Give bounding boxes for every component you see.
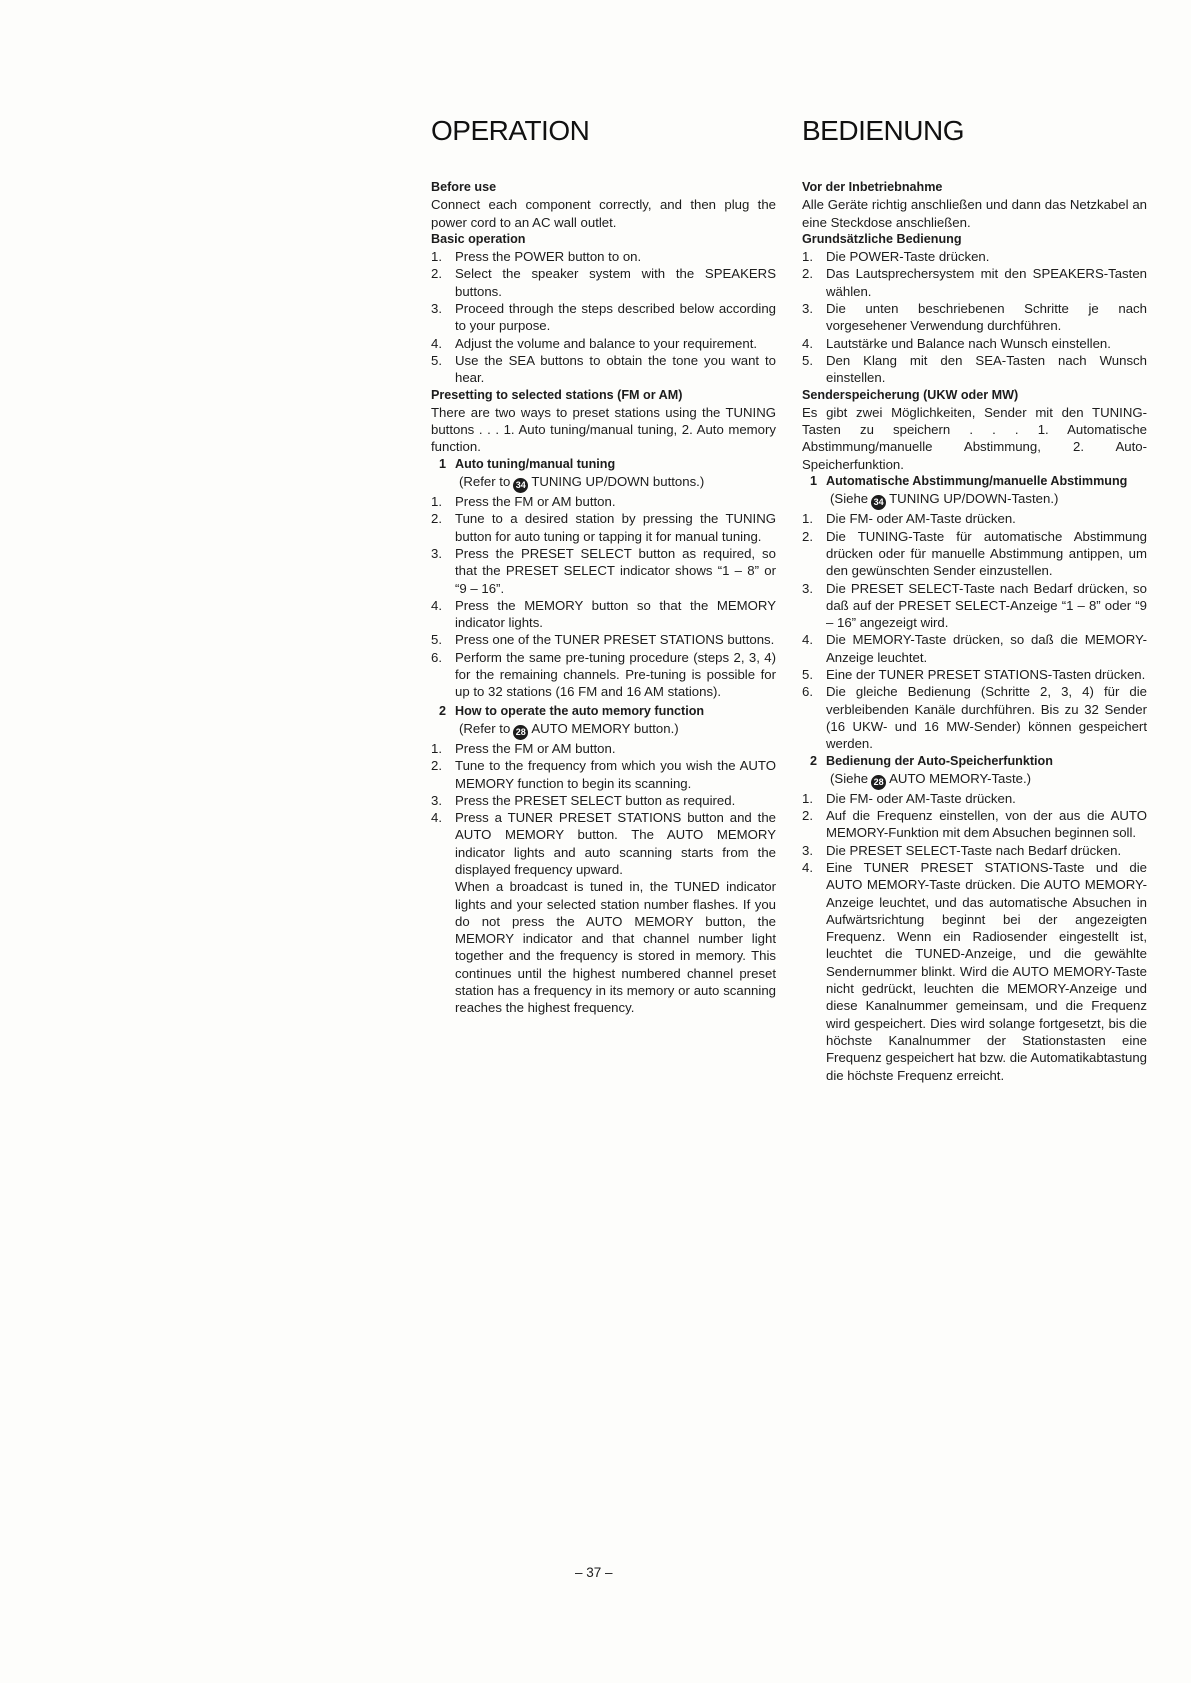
- title-operation: OPERATION: [431, 115, 590, 146]
- list-item: 1. Die FM- oder AM-Taste drücken.: [802, 511, 1016, 527]
- list-item: 2. Tune to the frequency from which you wish the AUTO MEMORY function to begin its scanning.: [431, 758, 776, 791]
- list-item: 5. Use the SEA buttons to obtain the tone you want to hear.: [431, 352, 776, 386]
- list-item: 1. Die FM- oder AM-Taste drücken.: [802, 790, 1016, 806]
- list-item: 1. Press the FM or AM button.: [431, 494, 616, 510]
- list-item: 5. Den Klang mit den SEA-Tasten nach Wunsch einstellen.: [802, 352, 1147, 386]
- auto-tuning-list: [802, 510, 1147, 752]
- page-number: – 37 –: [575, 1565, 613, 1580]
- list-item: 4. Lautstärke und Balance nach Wunsch einstellen.: [802, 335, 1111, 351]
- list-item: 4. Die MEMORY-Taste drücken, so daß die MEMORY-Anzeige leuchtet.: [802, 632, 1147, 665]
- circled-number-icon: 34: [513, 478, 528, 493]
- list-item: 3. Die PRESET SELECT-Taste nach Bedarf drücken.: [802, 842, 1122, 858]
- heading-presetting: Presetting to selected stations (FM or AM): [431, 387, 683, 402]
- list-item: 2. Das Lautsprechersystem mit den SPEAKERS-Tasten wählen.: [802, 266, 1147, 299]
- list-item: 3. Press the PRESET SELECT button as required, so that the PRESET SELECT indicator shows “1 – 8” or “9 – 16”.: [431, 545, 776, 596]
- circled-number-icon: 28: [513, 725, 528, 740]
- presetting-text: There are two ways to preset stations using the TUNING buttons . . . 1. Auto tuning/manual tuning, 2. Auto memory function.: [431, 404, 776, 455]
- list-item: 6. Die gleiche Bedienung (Schritte 2, 3, 4) für die verbleibenden Kanäle durchführen. Bis zu 32 Sender (16 UKW- und 16 MW-Sender) können gespeichert werden.: [802, 684, 1147, 752]
- subheading-auto-memory: 2 How to operate the auto memory function: [439, 703, 705, 718]
- list-item: 3. Die PRESET SELECT-Taste nach Bedarf drücken, so daß auf der PRESET SELECT-Anzeige “1 – 8” oder “9 – 16” angezeigt wird.: [802, 580, 1147, 631]
- list-item: 2. Die TUNING-Taste für automatische Abstimmung drücken oder für manuelle Abstimmung antippen, um den gewünschten Sender einzustellen.: [802, 528, 1147, 579]
- list-item: 2. Select the speaker system with the SPEAKERS buttons.: [431, 266, 776, 299]
- heading-before-use: Before use: [431, 180, 497, 194]
- list-item: 1. Die POWER-Taste drücken.: [802, 249, 990, 265]
- presetting-text: Es gibt zwei Möglichkeiten, Sender mit den TUNING-Tasten zu speichern . . . 1. Automatische Abstimmung/manuelle Abstimmung, 2. Auto-Speicherfunktion.: [802, 404, 1147, 472]
- heading-basic-operation: Basic operation: [431, 231, 526, 246]
- subheading-auto-tuning: 1 Automatische Abstimmung/manuelle Abstimmung: [810, 474, 1128, 489]
- list-item: 1. Press the FM or AM button.: [431, 740, 616, 756]
- auto-memory-list: [802, 790, 1147, 1084]
- circled-number-icon: 34: [871, 495, 886, 510]
- column-english: [431, 113, 776, 1017]
- list-item: 4. Eine TUNER PRESET STATIONS-Taste und die AUTO MEMORY-Taste drücken. Die AUTO MEMORY-Anzeige leuchtet, und das automatische Absuchen in Aufwärtsrichtung beginnt bei der angezeigten Frequenz. Wenn ein Radiosender eingestellt ist, leuchtet die TUNED-Anzeige, und die gewählte Sendernummer blinkt. Wird die AUTO MEMORY-Taste nicht gedrückt, leuchten die MEMORY-Anzeige und diese Kanalnummer gemeinsam, und die Frequenz wird gespeichert. Dies wird solange fortgesetzt, bis die höchste Kanalnummer der Stationstasten eine Frequenz gespeichert hat bzw. die Automatikabtastung die höchste Frequenz erreicht.: [802, 859, 1147, 1083]
- basic-list: [431, 248, 776, 386]
- list-item: 4. Adjust the volume and balance to your requirement.: [431, 335, 758, 351]
- list-item: 2. Auf die Frequenz einstellen, von der aus die AUTO MEMORY-Funktion mit dem Absuchen beginnen soll.: [802, 808, 1147, 841]
- list-item: 5. Press one of the TUNER PRESET STATIONS buttons.: [431, 632, 775, 648]
- heading-presetting: Senderspeicherung (UKW oder MW): [802, 387, 1019, 402]
- list-item: 3. Proceed through the steps described below according to your purpose.: [431, 301, 776, 334]
- heading-basic-operation: Grundsätzliche Bedienung: [802, 231, 962, 246]
- reference-note: (Refer to 34 TUNING UP/DOWN buttons.): [431, 473, 776, 493]
- reference-note: (Siehe 28 AUTO MEMORY-Taste.): [802, 770, 1147, 790]
- list-item: 1. Press the POWER button to on.: [431, 249, 642, 265]
- column-german: [802, 113, 1147, 1084]
- title-bedienung: BEDIENUNG: [802, 115, 964, 146]
- auto-tuning-list: [431, 493, 776, 701]
- list-item: 3. Die unten beschriebenen Schritte je nach vorgesehener Verwendung durchführen.: [802, 301, 1147, 334]
- list-item: 6. Perform the same pre-tuning procedure (steps 2, 3, 4) for the remaining channels. Pre-tuning is possible for up to 32 stations (16 FM and 16 AM stations).: [431, 649, 776, 700]
- basic-list: [802, 248, 1147, 386]
- list-item: 4. Press the MEMORY button so that the MEMORY indicator lights.: [431, 597, 776, 631]
- heading-before-use: Vor der Inbetriebnahme: [802, 180, 943, 194]
- reference-note: (Refer to 28 AUTO MEMORY button.): [431, 720, 776, 740]
- circled-number-icon: 28: [871, 775, 886, 790]
- before-use-text: Alle Geräte richtig anschließen und dann das Netzkabel an eine Steckdose anschließen.: [802, 197, 1147, 230]
- list-item: 2. Tune to a desired station by pressing the TUNING button for auto tuning or tapping it for manual tuning.: [431, 511, 776, 544]
- list-item: 4. Press a TUNER PRESET STATIONS button and the AUTO MEMORY button. The AUTO MEMORY indicator lights and auto scanning starts from the displayed frequency upward.: [431, 810, 776, 877]
- before-use-text: Connect each component correctly, and then plug the power cord to an AC wall outlet.: [431, 197, 776, 230]
- auto-memory-list: [431, 740, 776, 878]
- list-item: 5. Eine der TUNER PRESET STATIONS-Tasten drücken.: [802, 667, 1146, 683]
- subheading-auto-tuning: 1 Auto tuning/manual tuning: [439, 456, 616, 471]
- subheading-auto-memory: 2 Bedienung der Auto-Speicherfunktion: [810, 753, 1053, 768]
- auto-memory-continuation: When a broadcast is tuned in, the TUNED indicator lights and your selected station number flashes. If you do not press the AUTO MEMORY button, the MEMORY indicator and that channel number light together and the frequency is stored in memory. This continues until the highest numbered channel preset station has a frequency in its memory or auto scanning reaches the highest frequency.: [455, 879, 776, 1016]
- reference-note: (Siehe 34 TUNING UP/DOWN-Tasten.): [802, 490, 1147, 510]
- list-item: 3. Press the PRESET SELECT button as required.: [431, 792, 736, 808]
